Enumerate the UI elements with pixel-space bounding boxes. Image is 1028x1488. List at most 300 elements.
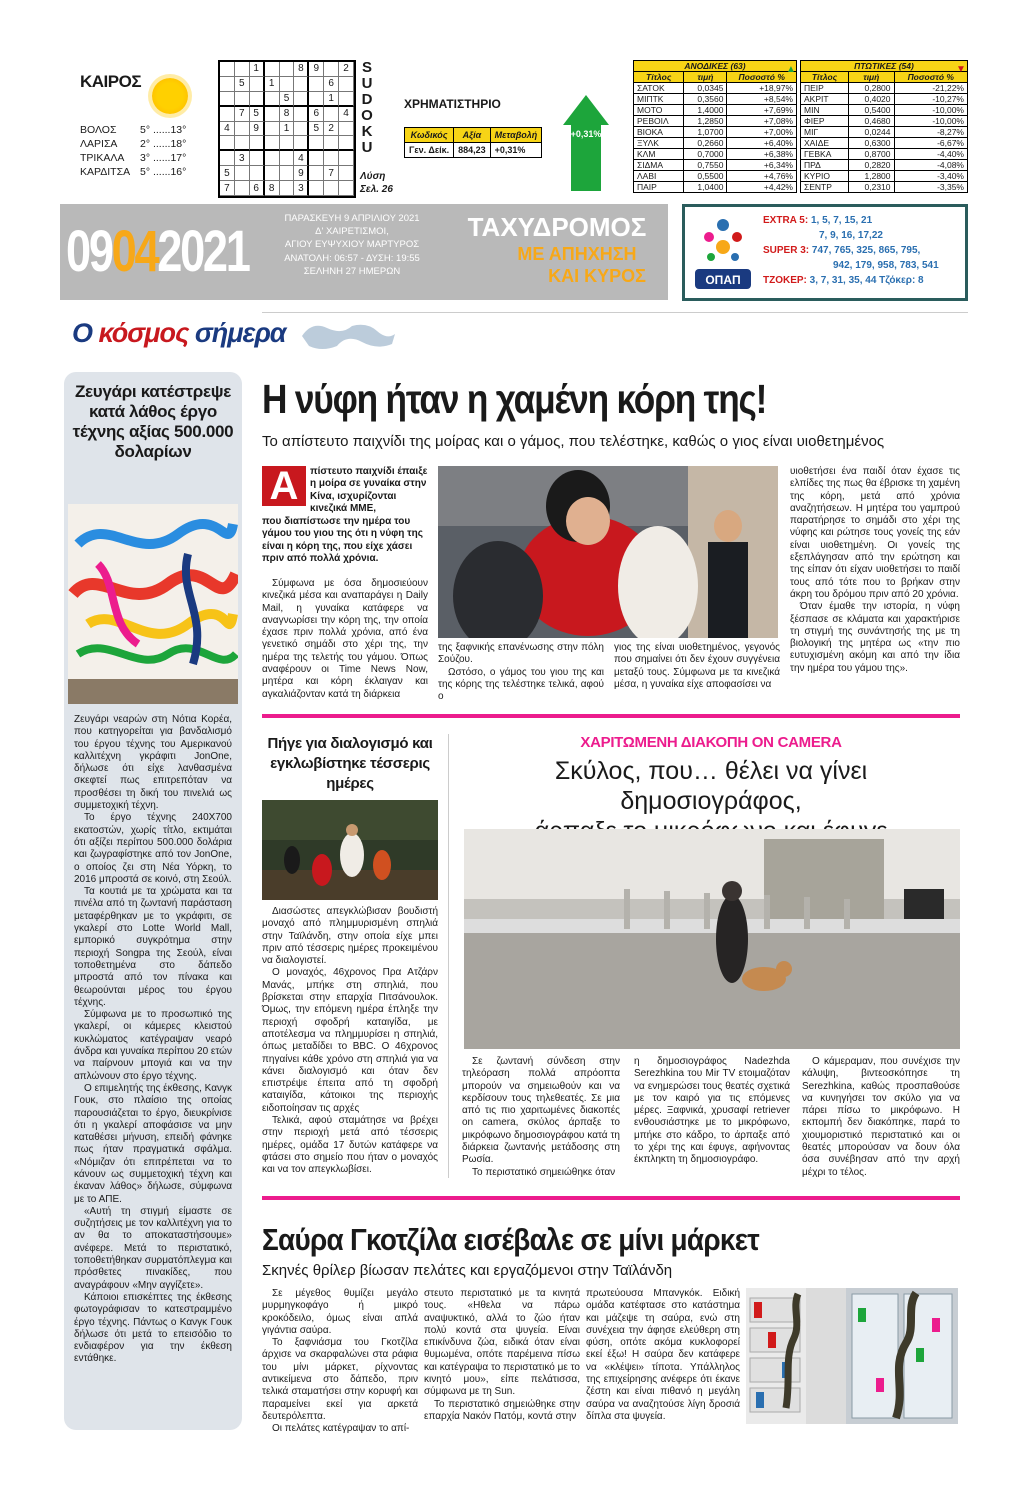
sudoku-cell: 5 [250, 107, 265, 122]
stock-row [801, 171, 968, 182]
stock-row [634, 171, 797, 182]
main-column [262, 578, 428, 701]
sudoku-title [360, 60, 374, 156]
stock-ticker: ΜΟΤΟ [634, 105, 684, 116]
stock-col-header: Τίτλος [801, 72, 849, 83]
stock-ticker: ΣΑΤΟΚ [634, 83, 684, 94]
section-title-o: Ο [72, 318, 99, 348]
stock-ticker: ΑΚΡΙΤ [801, 94, 849, 105]
monk-headline: Πήγε για διαλογισμό και εγκλωβίστηκε τέσσερις ημέρες [267, 735, 433, 792]
stock-ticker: ΠΡΔ [801, 160, 849, 171]
stock-price: 0,6300 [849, 138, 894, 149]
super3-numbers: 942, 179, 958, 783, 541 [833, 260, 939, 271]
stock-row [634, 116, 797, 127]
sudoku-title-letter: D [361, 91, 373, 108]
sudoku-cell: 5 [235, 77, 250, 92]
weather-city: ΤΡΙΚΑΛΑ [80, 152, 125, 164]
sidebar-paragraph: Το έργο τέχνης 240Χ700 εκατοστών, χωρίς τίτλο, εκτιμάται ότι αξίζει περίπου 500.000 δολάρια και ζωγραφίστηκε από τον JonOne, ο οποίος ζει στη Νέα Υόρκη, το 2016 μπροστά σε κοινό, στη Σεούλ. [74, 812, 232, 885]
stock-index-cell: 884,23 [454, 143, 491, 158]
main-paragraph: Ωστόσο, ο γάμος του γιου της και της κόρης της τελέστηκε τελικά, αφού ο [438, 666, 604, 703]
sudoku-cell [235, 122, 250, 137]
main-paragraph: υιοθετήσει ένα παιδί όταν έχασε τις ελπίδες της πως θα έβρισκε τη χαμένη της κόρη, μετά από χρόνια αναζητήσεων. Η μητέρα του γαμπρού παρατήρησε το σημάδι στο χέρι της νύφης και ρώτησε τους γονείς της εάν είναι υιοθετημένη. Οι γονείς της εξεπλάγησαν από την ερώτηση και της είπαν ότι είχαν υιοθετήσει το παιδί τους από τότε που το βρήκαν στην άκρη του δρόμου πριν από 20 χρόνια. [790, 466, 960, 600]
lizard-paragraph: στευτο περιστατικό με τα κινητά τους. «Ηθελα να πάρω αναψυκτικό, αλλά το ζώο ήταν πολύ κοντά στα ψυγεία. Είναι επικίνδυνα ζώα, ειδικά όταν είναι θυμωμένα, οπότε παρέμεινα πίσω και κατέγραψα το περιστατικό με το κινητό μου», είπε πελάτισσα, σύμφωνα με τη Sun. [424, 1288, 580, 1398]
sudoku-cell [265, 62, 280, 77]
stock-percent: -3,40% [894, 171, 967, 182]
stock-ticker: ΧΑΙΔΕ [801, 138, 849, 149]
sudoku-solution-page: Σελ. 26 [360, 184, 393, 195]
sudoku-cell [324, 151, 339, 166]
sudoku-cell: 8 [294, 62, 309, 77]
sudoku-cell: 4 [220, 122, 235, 137]
stock-ticker: ΓΕΒΚΑ [801, 149, 849, 160]
sudoku-cell [265, 92, 280, 107]
bride-photo-image [438, 466, 778, 638]
index-change-label: +0,31% [571, 125, 601, 191]
stock-col-header: Τίτλος [634, 72, 684, 83]
sudoku-cell [309, 166, 324, 181]
stock-price: 1,4000 [684, 105, 727, 116]
stock-row [634, 105, 797, 116]
sudoku-cell [324, 181, 339, 196]
stock-row [634, 127, 797, 138]
sidebar-body [74, 714, 232, 1366]
section-title-simera: σήμερα [194, 318, 286, 348]
sudoku-cell [294, 122, 309, 137]
stock-price: 1,2800 [849, 171, 894, 182]
dog-column [462, 1056, 620, 1179]
weather-city: ΚΑΡΔΙΤΣΑ [80, 166, 131, 178]
stock-index-cell: Γεν. Δείκ. [405, 143, 454, 158]
drop-cap: Α [262, 466, 306, 506]
sudoku-cell [250, 166, 265, 181]
weather-temp: 5° ......16° [140, 166, 187, 178]
stock-ticker: ΣΕΝΤΡ [801, 182, 849, 193]
sudoku-cell [339, 77, 354, 92]
stock-price: 0,7000 [684, 149, 727, 160]
stock-percent: +7,69% [727, 105, 797, 116]
sudoku-cell [235, 181, 250, 196]
stock-ticker: ΛΑΒΙ [634, 171, 684, 182]
sudoku-cell: 9 [250, 122, 265, 137]
sidebar-paragraph: Σύμφωνα με το προσωπικό της γκαλερί, οι κάμερες κλειστού κυκλώματος κατέγραψαν νεαρό άνδρα και γυναίκα περίπου 20 ετών να παίρνουν μπογιά και να την απλώνουν στο έργο τέχνης. [74, 1009, 232, 1082]
sudoku-cell: 1 [250, 62, 265, 77]
sudoku-cell: 5 [220, 166, 235, 181]
sudoku-cell [280, 181, 295, 196]
sudoku-cell [324, 136, 339, 151]
sudoku-cell: 6 [309, 107, 324, 122]
sudoku-cell: 5 [280, 92, 295, 107]
stock-row [634, 138, 797, 149]
paper-tagline: ΚΑΙ ΚΥΡΟΣ [548, 266, 646, 286]
extra5-numbers: 1, 5, 7, 15, 21 [810, 215, 873, 226]
weather-title: ΚΑΙΡΟΣ [80, 72, 142, 91]
stock-price: 1,0700 [684, 127, 727, 138]
stock-price: 0,8700 [849, 149, 894, 160]
stock-ticker: ΠΑΙΡ [634, 182, 684, 193]
column-rule [448, 734, 449, 1178]
stock-price: 0,5400 [849, 105, 894, 116]
up-small-arrow-icon: ▲ [786, 64, 796, 75]
weather-temp: 3° ......17° [140, 152, 187, 164]
paper-name: ΤΑΧΥΔΡΟΜΟΣ [467, 212, 647, 242]
world-map-icon [297, 316, 397, 356]
sudoku-cell: 4 [339, 107, 354, 122]
sudoku-cell [294, 77, 309, 92]
stock-up-table [633, 60, 797, 193]
monk-paragraph: Διασώστες απεγκλώβισαν βουδιστή μοναχό από πλημμυρισμένη σπηλιά στην Ταϊλάνδη, στην οποία είχε μπει πριν από τέσσερις ημέρες προκειμένου να διαλογιστεί. [262, 906, 438, 967]
sudoku-title-letter: U [361, 75, 373, 92]
dog-microphone-image [464, 829, 960, 1049]
date-line: ΑΓΙΟΥ ΕΥΨΥΧΙΟΥ ΜΑΡΤΥΡΟΣ [284, 239, 420, 251]
stock-title: ΧΡΗΜΑΤΙΣΤΗΡΙΟ [404, 97, 501, 111]
sudoku-cell [294, 92, 309, 107]
stock-percent: +6,38% [727, 149, 797, 160]
sudoku-cell [294, 136, 309, 151]
sudoku-cell [250, 136, 265, 151]
weather-list [80, 123, 186, 179]
sudoku-cell [235, 136, 250, 151]
stock-price: 0,2800 [849, 83, 894, 94]
sudoku-cell [250, 151, 265, 166]
sidebar-paragraph: «Αυτή τη στιγμή είμαστε σε συζητήσεις με τον καλλιτέχνη για το αν θα το αποκαταστήσουμε» ανέφερε. Μετά το περιστατικό, τοποθετήθηκαν συρματόπλεγμα και πρόσθετες πινακίδες, που αναγράφουν «Μην αγγίζετε». [74, 1205, 232, 1291]
stock-percent: -8,27% [894, 127, 967, 138]
sidebar-paragraph: Ζευγάρι νεαρών στη Νότια Κορέα, που κατηγορείται για βανδαλισμό του έργου τέχνης του Αμερικανού καλλιτέχνη γκράφιτι JonOne, δήλωσε ότι είχε λανθασμένα σκεφτεί πως επιτρεπόταν να προσθέσει τη δική του πινελιά ως συμμετοχική τέχνη. [74, 714, 232, 812]
stock-price: 0,2310 [849, 182, 894, 193]
dog-paragraph: Ο κάμεραμαν, που συνέχισε την κάλυψη, βιντεοσκόπησε τη Serezhkina, καθώς προσπαθούσε να κυνηγήσει τον σκύλο για να πάρει πίσω το μικρόφωνο. Η εκπομπή δεν διακόπηκε, παρά το χιουμοριστικό περιστατικό και οι θεατές μπορούσαν να δουν όλα όσα συνέβησαν από την αρχή μέχρι το τέλος. [802, 1056, 960, 1178]
sudoku-cell [235, 92, 250, 107]
sudoku-cell [280, 166, 295, 181]
monk-paragraph: Τελικά, αφού σταμάτησε να βρέχει στην περιοχή μετά από τέσσερις ημέρες, ομάδα 17 δυτών κατάφερε να φτάσει στο σημείο που ήταν ο μοναχός και να τον απεγκλωβίσει. [262, 1115, 438, 1176]
sudoku-solution [360, 170, 393, 196]
stock-price: 0,4680 [849, 116, 894, 127]
sudoku-cell [265, 136, 280, 151]
sudoku-title-letter: U [361, 139, 373, 156]
lizard-column [424, 1288, 580, 1423]
stock-index-table [404, 127, 542, 158]
stock-percent: -3,35% [894, 182, 967, 193]
stock-row [634, 182, 797, 193]
stock-percent: -4,40% [894, 149, 967, 160]
weather-temp: 5° ......13° [140, 124, 187, 136]
stock-percent: +7,00% [727, 127, 797, 138]
stock-ticker: ΞΥΛΚ [634, 138, 684, 149]
stock-ticker: ΜΙΓ [801, 127, 849, 138]
stock-percent: -10,00% [894, 116, 967, 127]
sudoku-cell: 2 [324, 122, 339, 137]
sudoku-title-letter: O [361, 107, 373, 124]
stock-up-title: ΑΝΟΔΙΚΕΣ (63) [634, 61, 797, 72]
sudoku-cell [220, 136, 235, 151]
sudoku-cell [280, 62, 295, 77]
stock-index-cell: +0,31% [490, 143, 542, 158]
monk-paragraph: Ο μοναχός, 46χρονος Πρα Ατζάρν Μανάς, μπήκε στη σπηλιά, που βρίσκεται στην επαρχία Πιτσάνουλοκ. Όμως, την επόμενη ημέρα έπληξε την περιοχή σφοδρή καταιγίδα, με αποτέλεσμα να πλημμυρίσει η σπηλιά, όπως μεταδίδει το BBC. Ο 46χρονος πηγαίνει κάθε χρόνο στη σπηλιά για να κάνει διαλογισμό και όταν δεν επιστρέψε έπειτα από τη σφοδρή καταιγίδα, κάτοικοι της περιοχής ειδοποίησαν τις αρχές [262, 967, 438, 1114]
date-line: ΠΑΡΑΣΚΕΥΗ 9 ΑΠΡΙΛΙΟΥ 2021 [284, 213, 420, 224]
stock-price: 1,0400 [684, 182, 727, 193]
stock-price: 0,7550 [684, 160, 727, 171]
sudoku-cell [220, 107, 235, 122]
stock-col-header: τιμή [684, 72, 727, 83]
joker-extra: Τζόκερ: 8 [879, 275, 924, 286]
sudoku-cell [309, 92, 324, 107]
main-paragraph: Σύμφωνα με όσα δημοσιεύουν κινεζικά μέσα και αναπαράγει η Daily Mail, η γυναίκα κατάφερε να αναγνωρίσει την κόρη της, την οποία έχασε πριν πολλά χρόνια, από ένα γενετικό σημάδι στο χέρι της, την ημέρα της τελετής του γάμου. Όπως αναφέρουν οι Time News Now, μητέρα και κόρη έκλαιγαν και αγκαλιάζονταν κατά τη διάρκεια [262, 578, 428, 700]
sudoku-cell [309, 136, 324, 151]
stock-index-header: Κωδικός [405, 128, 454, 143]
sudoku-cell: 1 [265, 77, 280, 92]
sidebar-paragraph: Τα κουτιά με τα χρώματα και τα πινέλα από τη ζωντανή παράσταση μεταφέρθηκαν με το γκράφιτι, σε γκαλερί στο Lotte World Mall, εμπορικό συγκρότημα στην περιοχή Songpa της Σεούλ, είναι τοποθετημένα στο δάπεδο μπροστά από τον πίνακα και θεωρούνται μέρος του έργου τέχνης. [74, 886, 232, 1008]
main-column [790, 466, 960, 675]
stock-percent: +4,76% [727, 171, 797, 182]
stock-percent: -21,22% [894, 83, 967, 94]
stock-ticker: ΚΥΡΙΟ [801, 171, 849, 182]
stock-col-header: Ποσοστό % [727, 72, 797, 83]
main-column [438, 642, 604, 703]
weather-row [80, 137, 186, 151]
weather-row [80, 165, 186, 179]
sudoku-cell: 8 [280, 107, 295, 122]
dog-paragraph: Σε ζωντανή σύνδεση στην τηλεόραση πολλά απρόοπτα μπορούν να σημειωθούν και να κερδίσουν τους τηλεθεατές. Σε μια από τις πιο χαριτωμένες διακοπές on camera, σκύλος άρπαξε το μικρόφωνο δημοσιογράφου κατά τη διάρκεια ζωντανής μετάδοσης στη Ρωσία. [462, 1056, 620, 1166]
date-year: 2021 [157, 219, 249, 284]
stock-row [634, 83, 797, 94]
stock-row [801, 127, 968, 138]
stock-price: 1,2850 [684, 116, 727, 127]
dog-headline-line: Σκύλος, που… θέλει να γίνει δημοσιογράφος, [554, 757, 868, 815]
lizard-column [262, 1288, 418, 1436]
joker-label: ΤΖΟΚΕΡ: [763, 275, 807, 286]
stock-ticker: ΡΕΒΟΙΛ [634, 116, 684, 127]
sudoku-cell: 9 [309, 62, 324, 77]
lizard-paragraph: Οι πελάτες κατέγραψαν το απί- [272, 1423, 410, 1435]
stock-price: 0,0244 [849, 127, 894, 138]
joker-numbers: 3, 7, 31, 35, 44 [809, 275, 877, 286]
stock-price: 0,3560 [684, 94, 727, 105]
lizard-column [586, 1288, 740, 1423]
stock-price: 0,0345 [684, 83, 727, 94]
dog-column [634, 1056, 790, 1167]
stock-index-header: Αξία [454, 128, 491, 143]
stock-percent: +4,42% [727, 182, 797, 193]
weather-city: ΛΑΡΙΣΑ [80, 138, 118, 150]
date-line: Δ' ΧΑΙΡΕΤΙΣΜΟΙ, [315, 226, 389, 238]
date-line: ΑΝΑΤΟΛΗ: 06:57 - ΔΥΣΗ: 19:55 [284, 252, 420, 264]
lizard-subhead: Σκηνές θρίλερ βίωσαν πελάτες και εργαζόμενοι στην Ταϊλάνδη [262, 1262, 673, 1279]
lizard-paragraph: πρωτεύουσα Μπανγκόκ. Ειδική ομάδα κατέφτασε στο κατάστημα και μάζεψε τη σαύρα, ενώ στη συνέχεια την άφησε ελεύθερη στη φύση, οπότε ακόμα κυκλοφορεί εκεί έξω! Η σαύρα δεν κατάφερε να «κλέψει» τίποτα. Υπάλληλος της επιχείρησης ανέφερε ότι έκανε ζέστη και είναι πιθανό η μεγάλη σαύρα να αναζητούσε λίγη δροσιά δίπλα στα ψυγεία. [586, 1288, 740, 1422]
date-day: 09 [66, 219, 112, 284]
stock-percent: +6,40% [727, 138, 797, 149]
lizard-paragraph: Το περιστατικό σημειώθηκε στην επαρχία Νακόν Πατόμ, κοντά στην [424, 1398, 580, 1422]
main-paragraph: γιος της είναι υιοθετημένος, γεγονός που σημαίνει ότι δεν έχουν συγγένεια μεταξύ τους. Σύμφωνα με τα κινεζικά μέσα, η γυναίκα είχε αποφασίσει να [614, 642, 780, 690]
stock-price: 0,2660 [684, 138, 727, 149]
stock-ticker: ΦΙΕΡ [801, 116, 849, 127]
stock-col-header: τιμή [849, 72, 894, 83]
main-subhead: Το απίστευτο παιχνίδι της μοίρας και ο γάμος, που τελέστηκε, καθώς ο γιος είναι υιοθετημένος [262, 433, 885, 450]
dog-kicker: ΧΑΡΙΤΩΜΕΝΗ ΔΙΑΚΟΠΗ ΟΝ CAMERA [580, 734, 842, 751]
main-column [614, 642, 780, 691]
stock-col-header: Ποσοστό % [894, 72, 967, 83]
sudoku-cell [294, 107, 309, 122]
sudoku-cell: 6 [324, 77, 339, 92]
stock-percent: -10,27% [894, 94, 967, 105]
section-title [72, 318, 286, 349]
sudoku-cell [280, 136, 295, 151]
extra5-numbers: 7, 9, 16, 17,22 [819, 230, 883, 241]
stock-price: 0,5500 [684, 171, 727, 182]
main-paragraph: Όταν έμαθε την ιστορία, η νύφη ξέσπασε σε κλάματα και χαρακτήρισε τη στιγμή της συνάντησής της με τη βιολογική της μητέρα ως «την πιο ευτυχισμένη ακόμη και από την ίδια την ημέρα του γάμου της». [790, 601, 960, 674]
opap-logo-icon [691, 213, 755, 293]
sudoku-title-letter: S [361, 59, 372, 76]
sidebar-story [64, 372, 242, 1430]
sudoku-cell: 9 [294, 166, 309, 181]
date-info [272, 212, 432, 278]
sudoku-cell [280, 151, 295, 166]
stock-percent: +8,54% [727, 94, 797, 105]
sidebar-paragraph: Ο επιμελητής της έκθεσης, Κανγκ Γουκ, στο πλαίσιο της οποίας παρουσιάζεται το έργο, διευκρίνισε ότι η γκαλερί αποφάσισε να μην καταθέσει μήνυση, επειδή φάνηκε πως ήταν πραγματικά σφάλμα. «Νόμιζαν ότι επιτρέπεται να το κάνουν ως συμμετοχική τέχνη και έκαναν λάθος» δήλωσε, σύμφωνα με το ΑΠΕ. [74, 1082, 232, 1205]
main-lead: πίστευτο παιχνίδι έπαιξε η μοίρα σε γυναίκα στην Κίνα, ισχυρίζονται κινεζικά ΜΜΕ, [310, 466, 428, 514]
sudoku-cell [220, 62, 235, 77]
section-rule [262, 312, 968, 313]
opap-logo-text: ΟΠΑΠ [705, 273, 741, 287]
stock-row [634, 94, 797, 105]
sudoku-cell: 5 [309, 122, 324, 137]
stock-row [801, 94, 968, 105]
stock-row [801, 116, 968, 127]
stock-price: 0,2820 [849, 160, 894, 171]
section-divider [262, 1196, 960, 1200]
lottery-results [763, 213, 939, 288]
sudoku-cell [220, 151, 235, 166]
lizard-store-image [746, 1288, 958, 1424]
stock-down-title: ΠΤΩΤΙΚΕΣ (54) [801, 61, 968, 72]
stock-ticker: ΒΙΟΚΑ [634, 127, 684, 138]
sudoku-cell: 3 [294, 181, 309, 196]
sudoku-cell [309, 181, 324, 196]
sun-icon [152, 78, 188, 114]
lizard-headline: Σαύρα Γκοτζίλα εισέβαλε σε μίνι μάρκετ [262, 1222, 759, 1257]
sudoku-cell: 7 [220, 181, 235, 196]
sudoku-cell [339, 92, 354, 107]
stock-row [801, 138, 968, 149]
sudoku-cell [265, 122, 280, 137]
sudoku-cell [265, 166, 280, 181]
section-divider [262, 714, 960, 718]
stock-row [801, 149, 968, 160]
stock-percent: -6,67% [894, 138, 967, 149]
sudoku-cell [280, 77, 295, 92]
weather-temp: 2° ......18° [140, 138, 187, 150]
weather-row [80, 123, 186, 137]
sudoku-cell [309, 77, 324, 92]
sidebar-headline: Ζευγάρι κατέστρεψε κατά λάθος έργο τέχνης αξίας 500.000 δολαρίων [72, 382, 234, 461]
stock-row [801, 105, 968, 116]
sudoku-cell [324, 107, 339, 122]
cave-rescue-image [262, 800, 438, 900]
stock-percent: -10,00% [894, 105, 967, 116]
dog-paragraph: Το περιστατικό σημειώθηκε όταν [472, 1166, 616, 1178]
sudoku-cell: 7 [324, 166, 339, 181]
sudoku-cell: 1 [324, 92, 339, 107]
sudoku-cell [339, 181, 354, 196]
super3-numbers: 747, 765, 325, 865, 795, [811, 245, 921, 256]
date-digits [66, 220, 249, 284]
stock-percent: +6,34% [727, 160, 797, 171]
date-line: ΣΕΛΗΝΗ 27 ΗΜΕΡΩΝ [303, 265, 401, 277]
super3-label: SUPER 3: [763, 245, 810, 256]
stock-ticker: ΠΕΙΡ [801, 83, 849, 94]
sudoku-cell: 7 [235, 107, 250, 122]
stock-row [801, 160, 968, 171]
sudoku-cell: 6 [250, 181, 265, 196]
stock-row [634, 149, 797, 160]
sudoku-cell: 3 [235, 151, 250, 166]
sudoku-grid [218, 60, 356, 198]
section-header [62, 312, 968, 372]
stock-ticker: ΚΛΜ [634, 149, 684, 160]
stock-ticker: ΣΙΔΜΑ [634, 160, 684, 171]
sudoku-cell [339, 136, 354, 151]
sudoku-cell [235, 166, 250, 181]
sudoku-cell: 2 [339, 62, 354, 77]
graffiti-painting-image [68, 504, 238, 704]
dog-paragraph: η δημοσιογράφος Nadezhda Serezhkina του Mir TV ετοιμαζόταν να ενημερώσει τους θεατές σχετικά με τον καιρό για τις επόμενες μέρες. Ξαφνικά, χρυσαφί retriever ενθουσιάστηκε με το μικρόφωνο, μπήκε στο κάδρο, το άρπαξε από το χέρι της και έφυγε, αφήνοντας έκπληκτη τη δημοσιογράφο. [634, 1056, 790, 1166]
stock-percent: -4,08% [894, 160, 967, 171]
sudoku-title-letter: K [361, 123, 373, 140]
weather-row [80, 151, 186, 165]
main-lead-cont: που διαπίστωσε την ημέρα του γάμου του γιου της ότι η νύφη της είναι η κόρη της, που είχε χάσει πριν από πολλά χρόνια. [262, 516, 423, 564]
stock-ticker: ΜΙΠΤΚ [634, 94, 684, 105]
sudoku-cell [339, 151, 354, 166]
sidebar-paragraph: Κάποιοι επισκέπτες της έκθεσης φωτογράφισαν το κατεστραμμένο έργο τέχνης. Πάντως ο Κανγκ Γουκ δήλωσε ότι μετά το επεισόδιο το ενδιαφέρον για την έκθεση εντάθηκε. [74, 1291, 232, 1365]
sudoku-solution-label: Λύση [360, 171, 386, 182]
sudoku-cell [220, 77, 235, 92]
monk-body [262, 906, 438, 1177]
stock-row [801, 83, 968, 94]
stock-ticker: ΜΙΝ [801, 105, 849, 116]
down-small-arrow-icon: ▼ [956, 64, 966, 75]
sudoku-cell: 1 [280, 122, 295, 137]
paper-masthead [452, 206, 662, 300]
main-paragraph: της ξαφνικής επανένωσης στην πόλη Σούζου. [438, 642, 604, 666]
extra5-label: EXTRA 5: [763, 215, 809, 226]
dog-column [802, 1056, 960, 1179]
weather-city: ΒΟΛΟΣ [80, 124, 117, 136]
sudoku-cell: 4 [294, 151, 309, 166]
sudoku-cell [250, 77, 265, 92]
up-arrow-icon [563, 95, 609, 191]
sudoku-cell [339, 166, 354, 181]
main-headline: Η νύφη ήταν η χαμένη κόρη της! [262, 376, 767, 422]
lottery-box [682, 204, 968, 301]
sudoku-cell [235, 62, 250, 77]
section-title-kosmos: κόσμος [98, 318, 195, 348]
stock-row [634, 160, 797, 171]
paper-tagline: ΜΕ ΑΠΗΧΗΣΗ [517, 244, 637, 264]
sudoku-cell: 8 [265, 181, 280, 196]
sudoku-cell [309, 151, 324, 166]
sudoku-cell [265, 151, 280, 166]
stock-price: 0,4020 [849, 94, 894, 105]
sudoku-cell [250, 92, 265, 107]
lizard-paragraph: Το ξαφνιάσμα του Γκοτζίλα άρχισε να σκαρφαλώνει στα ράφια του μίνι μάρκετ, ρίχνοντας αντικείμενα στο δάπεδο, πριν τελικά σταματήσει στην κορυφή και παραμείνει εκεί για αρκετά δευτερόλεπτα. [262, 1337, 418, 1422]
stock-row [801, 182, 968, 193]
stock-index-header: Μεταβολή [490, 128, 542, 143]
sudoku-cell [265, 107, 280, 122]
stock-percent: +18,97% [727, 83, 797, 94]
date-month: 04 [111, 219, 158, 284]
sudoku-cell [324, 62, 339, 77]
stock-percent: +7,08% [727, 116, 797, 127]
stock-down-table [800, 60, 968, 193]
sudoku-cell [339, 122, 354, 137]
sudoku-cell [220, 92, 235, 107]
